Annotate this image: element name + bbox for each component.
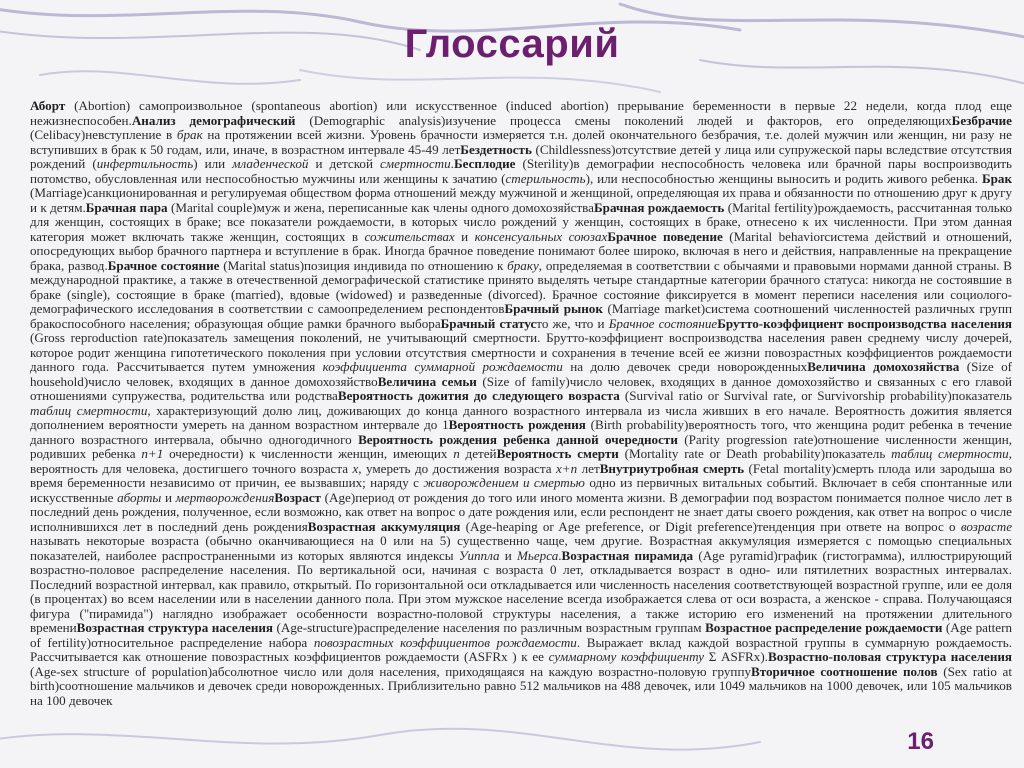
glossary-definition: (Marital status)позиция индивида по отношению к <box>219 257 508 273</box>
glossary-reference: инфертильность <box>96 156 194 171</box>
glossary-reference: таблиц смертности <box>891 446 1009 461</box>
glossary-term: Анализ демографический <box>131 112 296 128</box>
glossary-definition: (Marriage market)система соотношений численностей различных групп бракоспособного населения; образующая общие рамки брачного выбора <box>30 301 1012 331</box>
glossary-definition: (Demographic analysis)изучение процесса смены поколений людей и факторов, его определяющих <box>295 112 952 128</box>
glossary-term: Величина семьи <box>377 373 477 389</box>
glossary-reference: таблиц смертности <box>30 402 148 418</box>
glossary-definition: . <box>558 547 562 563</box>
glossary-term: Брачный статус <box>440 315 537 331</box>
glossary-term: Вторичное соотношение полов <box>751 663 938 679</box>
glossary-definition: , умереть до достижения возраста <box>358 460 556 476</box>
glossary-reference: n <box>453 446 460 461</box>
glossary-reference: x <box>352 460 359 476</box>
glossary-definition: (Sterility)в демографии неспособность человека или брачной пары воспроизводить потомство, обусловленная или неспособностью мужчины или женщины к зачатию ( <box>30 156 1012 186</box>
glossary-reference: консенсуальных союзах <box>474 228 608 244</box>
glossary-term: Безбрачие <box>951 112 1012 128</box>
glossary-term: Брутто-коэффициент воспроизводства населения <box>717 315 1012 331</box>
glossary-term: Вероятность смерти <box>496 446 619 461</box>
glossary-definition: очередности) к численности женщин, имеющих <box>163 446 454 461</box>
glossary-definition: (Fetal mortality)смерть плода или зародыша во время беременности независимо от причин, ее вызвавших; наряду с <box>30 460 1012 490</box>
glossary-term: Возрастная пирамида <box>561 547 694 563</box>
glossary-definition: , характеризующий долю лиц, доживающих до конца данного возрастного интервала из числа живших в его начале. Вероятность дожития является дополнением вероятности умереть на данном возрастном интервале до 1 <box>30 402 1012 432</box>
glossary-definition: и <box>161 489 176 505</box>
glossary-definition: (Age-sex structure of population)абсолютное число или доля населения, приходящаяся на каждую возрастно-половую группу <box>30 663 751 679</box>
glossary-definition: ), или неспособностью женщины выносить и родить живого ребенка. <box>585 170 982 186</box>
glossary-definition: (Gross reproduction rate)показатель замещения поколений, не учитывающий смертности. Брутто-коэффициент воспроизводства населения равен среднему числу дочерей, которое родит женщина гипотетического поколения при условии отсутствия смертности и сохранения в течение всей ее жизни повозрастных коэффициентов рождаемости данного года. Рассчитывается путем умножения <box>30 330 1012 374</box>
glossary-definition: (Marital behaviorсистема действий и отношений, опосредующих выбор брачного партнера и вступление в брак. Иногда брачное поведение понимают более широко, включая в него и действия, направленные на прекращение брака, развод. <box>30 228 1012 273</box>
glossary-term: Вероятность дожития до следующего возраста <box>337 388 620 403</box>
glossary-definition: (Childlessness)отсутствие детей у лица или супружеской пары вследствие отсутствия рождений ( <box>30 141 1012 171</box>
glossary-definition: (Size of family)число человек, входящих в данное домохозяйство и связанных с его главой отношениями супружества, родительства или родства <box>30 373 1012 403</box>
glossary-definition: (Sex ratio at birth)соотношение мальчиков и девочек среди новорожденных. Приблизительно равно 512 мальчиков на 488 девочек, или 1049 мальчиков на 1000 девочек, или 105 мальчиков на 100 девочек <box>30 663 1012 708</box>
glossary-reference: мертворождения <box>175 489 275 505</box>
glossary-reference: браку <box>507 257 539 273</box>
glossary-definition: (Age)период от рождения до того или иного момента жизни. В демографии под возрастом понимается полное число лет в последний день рождения, полученное, если возможно, как ответ на вопрос о дате рождения или, если респондент не знает даты своего рождения, как ответ на вопрос о числе исполнившихся лет в последний день рождения <box>30 489 1012 534</box>
glossary-term: Бездетность <box>460 141 532 157</box>
glossary-term: Брачный рынок <box>504 301 603 316</box>
glossary-definition: (Parity progression rate)отношение численности женщин, родивших ребенка <box>30 431 1012 461</box>
glossary-definition: (Marital couple)муж и жена, переписанные как члены одного домохозяйства <box>167 199 594 215</box>
glossary-reference: сожительствах <box>364 228 455 244</box>
glossary-term: Аборт <box>30 99 66 113</box>
glossary-term: Возрастная структура населения <box>76 620 273 635</box>
glossary-term: Брак <box>981 170 1012 186</box>
glossary-term: Вероятность рождения <box>448 417 586 432</box>
glossary-reference: Брачное состояние <box>608 315 718 331</box>
page-number: 16 <box>907 728 934 755</box>
glossary-definition: (Birth probability)вероятность того, что женщина родит ребенка в течение данного возрастного интервала, обычно одногодичного <box>30 417 1012 447</box>
glossary-reference: возрасте <box>960 518 1012 534</box>
glossary-definition: (Abortion) самопроизвольное (spontaneous abortion) или искусственное (induced abortion) прерывание беременности в первые 22 недели, когда плод еще нежизнеспособен. <box>30 99 1012 128</box>
glossary-reference: повозрастных коэффициентов рождаемости <box>313 634 577 650</box>
glossary-definition: (Age pattern of fertility)относительное распределение набора <box>30 620 1012 650</box>
glossary-definition: (Age pyramid)график (гистограмма), иллюстрирующий возрастно-половое распределение населения. По вертикальной оси, начиная с возраста 0 лет, откладывается возраст в одно- или пятилетних возрастных интервалах. Последний возрастной интервал, как правило, открытый. По горизонтальной оси откладывается или численность населения соответствующей возрастной группе, или ее доля (в процентах) во всем населении или в населении данного пола. При этом мужское население всегда изображается слева от оси возраста, а женское - справа. Получающаяся фигура ("пирамида") наглядно изображает особенности возрастно-половой структуры населения, а также историю его изменений на протяжении длительного времени <box>30 547 1012 635</box>
glossary-definition: (Size of household)число человек, входящих в данное домохозяйство <box>30 359 1012 389</box>
glossary-reference: суммарному коэффициенту <box>548 649 705 664</box>
glossary-reference: Уиппла <box>458 547 500 563</box>
glossary-definition: и детской <box>308 156 380 171</box>
glossary-term: Брачное состояние <box>107 257 220 273</box>
glossary-term: Внутриутробная смерть <box>599 460 745 476</box>
glossary-definition: лет <box>577 460 600 476</box>
glossary-definition: (Age-heaping or Age preference, or Digit preference)тенденция при ответе на вопрос о <box>460 518 961 534</box>
glossary-definition: (Marital fertility)рождаемость, рассчитанная только для женщин, состоящих в браке; все показатели рождаемости, в которых число рождений у женщин, состоящих в браке, отнесено к их численности. При этом данная категория может включать также женщин, состоящих в <box>30 199 1012 244</box>
glossary-reference: n+1 <box>141 446 164 461</box>
glossary-definition: (Celibacy)невступление в <box>30 127 177 142</box>
glossary-reference: брак <box>176 127 203 142</box>
glossary-reference: младенческой <box>232 156 309 171</box>
glossary-term: Возраст <box>274 489 321 505</box>
glossary-definition: на протяжении всей жизни. Уровень брачности измеряется т.н. долей окончательного безбрачия, т.е. долей мужчин или женщин, ни разу не вступивших в брак к 50 годам, или, иначе, в возрастном интервале 45-49 лет <box>30 127 1012 157</box>
glossary-term: Брачная рождаемость <box>594 199 725 215</box>
glossary-definition: называть некоторые возраста (обычно оканчивающиеся на 0 или на 5) существенно чаще, чем другие. Возрастная аккумуляция измеряется с помощью специальных показателей, наиболее распространенными из которых являются индексы <box>30 533 1012 563</box>
glossary-reference: аборты <box>117 489 162 505</box>
glossary-reference: смертности <box>380 156 451 171</box>
glossary-term: Возрастная аккумуляция <box>307 518 461 534</box>
glossary-term: Возрастно-половая структура населения <box>767 649 1012 664</box>
glossary-term: Бесплодие <box>453 156 516 171</box>
glossary-definition: и <box>454 228 475 244</box>
glossary-definition: на долю девочек среди новорожденных <box>562 359 808 374</box>
glossary-definition: и <box>499 547 517 563</box>
glossary-definition: Σ ASFRx). <box>704 649 768 664</box>
glossary-text <box>30 99 1012 708</box>
glossary-definition: (Marriage)санкционированная и регулируемая обществом форма отношений между мужчиной и женщиной, определяющая их права и обязанности по отношению друг к другу и к детям. <box>30 185 1012 215</box>
glossary-definition: , определяемая в соответствии с обычаями и правовыми нормами данной страны. В международной практике, а также в отечественной демографической статистике принято выделять четыре стандартные категории брачного статуса: никогда не состоявшие в браке (single), состоящие в браке (married), вдовые (widowed) и разведенные (divorced). Брачное состояние фиксируется в момент переписи населения или социолого-демографического исследования в соответствии с самоопределением респондентов <box>30 257 1012 316</box>
glossary-definition: . Выражает вклад каждой возрастной группы в суммарную рождаемость. Рассчитывается как отношение повозрастных коэффициентов рождаемости (ASFRx ) к ее <box>30 634 1012 664</box>
slide-title: Глоссарий <box>404 22 620 66</box>
glossary-term: Брачная пара <box>85 199 168 215</box>
glossary-reference: x+n <box>555 460 578 476</box>
glossary-definition: одно из первичных витальных событий. Включает в себя спонтанные или искусственные <box>30 475 1012 505</box>
glossary-reference: коэффициента суммарной рождаемости <box>322 359 563 374</box>
glossary-definition: , вероятность для человека, достигшего точного возраста <box>30 446 1012 476</box>
glossary-term: Брачное поведение <box>607 228 723 244</box>
glossary-definition: (Mortality rate or Death probability)показатель <box>618 446 892 461</box>
glossary-definition: то же, что и <box>536 315 609 331</box>
glossary-term: Вероятность рождения ребенка данной очередности <box>358 431 678 447</box>
glossary-term: Величина домохозяйства <box>807 359 960 374</box>
glossary-term: Возрастное распределение рождаемости <box>705 620 943 635</box>
glossary-reference: живорождением и смертью <box>423 475 585 490</box>
glossary-definition: (Survival ratio or Survival rate, or Survivorship probability)показатель <box>619 388 1012 403</box>
glossary-reference: Мьерса <box>517 547 559 563</box>
glossary-definition: детей <box>459 446 497 461</box>
glossary-definition: ) или <box>193 156 233 171</box>
glossary-reference: стерильность <box>505 170 586 186</box>
glossary-definition: . <box>450 156 454 171</box>
glossary-definition: (Age-structure)распределение населения по различным возрастным группам <box>273 620 706 635</box>
